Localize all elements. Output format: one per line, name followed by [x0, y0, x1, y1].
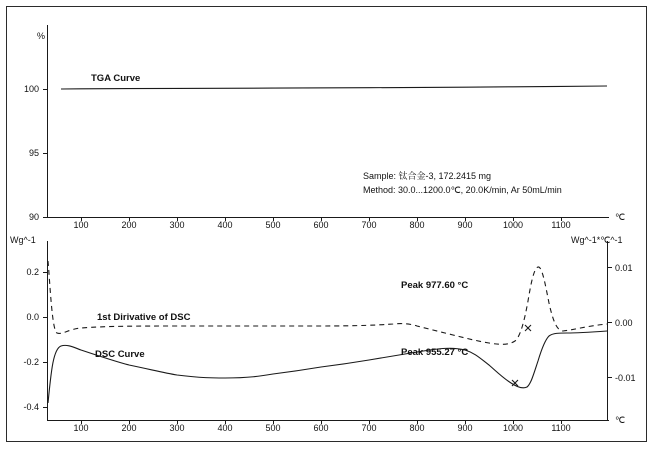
tga-xtick-label: 900	[457, 220, 473, 230]
dsc-derivative-path	[48, 261, 607, 344]
dsc-xtick-label: 700	[361, 423, 377, 433]
tga-xtick-label: 100	[73, 220, 89, 230]
dsc-xtick-label: 600	[313, 423, 329, 433]
dsc-ytick-label-right: 0.00	[615, 318, 633, 328]
sample-info-line2: Method: 30.0...1200.0℃, 20.0K/min, Ar 50mL/min	[363, 185, 562, 195]
dsc-xtick-label: 200	[121, 423, 137, 433]
tga-xtick-label: 300	[169, 220, 185, 230]
figure-frame	[6, 6, 647, 442]
tga-xtick-label: 200	[121, 220, 137, 230]
tga-ytick-label: 100	[23, 84, 39, 94]
tga-ytick-label: 90	[28, 212, 39, 222]
dsc-xtick-label: 500	[265, 423, 281, 433]
tga-xtick-label: 400	[217, 220, 233, 230]
tga-x-unit-label: ℃	[615, 212, 626, 222]
sample-info-line1: Sample: 钛合金-3, 172.2415 mg	[363, 171, 492, 181]
dsc-ytick-label-left: -0.4	[23, 402, 39, 412]
dsc-curves-svg	[7, 223, 648, 443]
dsc-xtick-label: 400	[217, 423, 233, 433]
dsc-xtick-label: 300	[169, 423, 185, 433]
dsc-curve-label: DSC Curve	[95, 349, 145, 360]
tga-xtick-label: 600	[313, 220, 329, 230]
derivative-curve-label: 1st Dirivative of DSC	[97, 312, 191, 323]
tga-xtick-label: 800	[409, 220, 425, 230]
dsc-ytick-label-left: 0.0	[26, 312, 39, 322]
derivative-peak-label: Peak 977.60 °C	[401, 280, 469, 291]
dsc-ytick-label-left: 0.2	[26, 267, 39, 277]
dsc-xtick-label: 100	[73, 423, 89, 433]
tga-y-unit-label: %	[37, 31, 46, 41]
tga-ytick-label: 95	[28, 148, 39, 158]
dsc-ytick-label-right: 0.01	[615, 263, 633, 273]
derivative-peak-marker	[525, 325, 531, 331]
tga-curve-label: TGA Curve	[91, 73, 141, 84]
dsc-ytick-label-left: -0.2	[23, 357, 39, 367]
tga-panel	[7, 7, 648, 230]
dsc-y-unit-label-left: Wg^-1	[10, 235, 36, 245]
dsc-curve-path	[48, 331, 607, 403]
tga-xtick-label: 500	[265, 220, 281, 230]
tga-xtick-label: 1100	[551, 220, 571, 230]
dsc-y-unit-label-right: Wg^-1*℃^-1	[571, 235, 623, 245]
dsc-xtick-label: 900	[457, 423, 473, 433]
dsc-xtick-label: 800	[409, 423, 425, 433]
dsc-xtick-label: 1000	[502, 423, 524, 433]
dsc-panel	[7, 223, 648, 443]
tga-xtick-label: 700	[361, 220, 377, 230]
dsc-xtick-label: 1100	[551, 423, 571, 433]
dsc-x-unit-label: ℃	[615, 415, 626, 425]
tga-curve-path	[61, 86, 607, 89]
tga-xtick-label: 1000	[502, 220, 524, 230]
dsc-ytick-label-right: -0.01	[615, 373, 636, 383]
dsc-peak-label: Peak 955.27 °C	[401, 347, 469, 358]
